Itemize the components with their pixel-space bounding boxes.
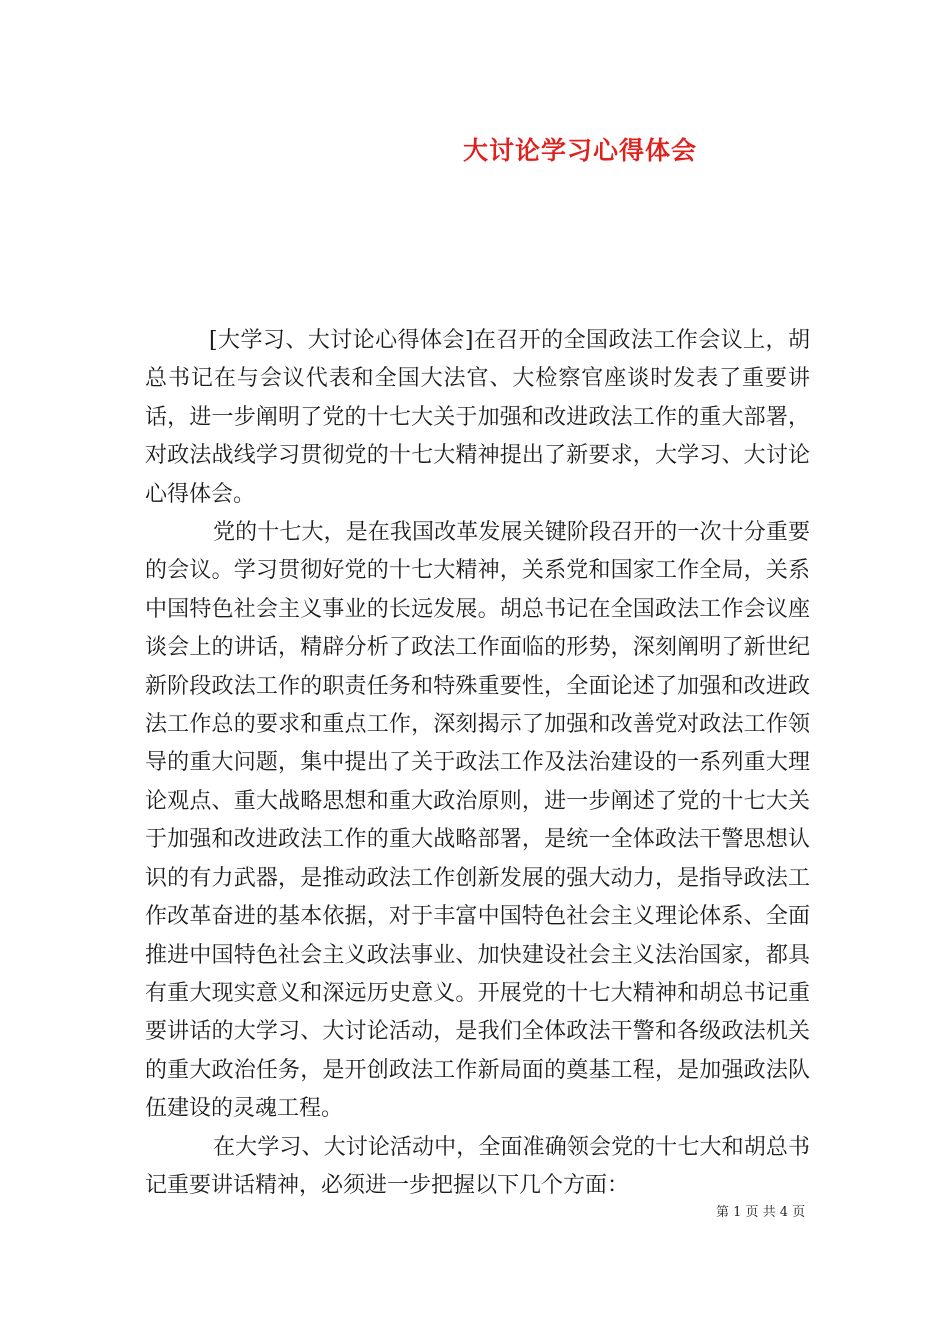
paragraph-3: 在大学习、大讨论活动中，全面准确领会党的十七大和胡总书记重要讲话精神，必须进一步把握以下几个方面： [145,1134,810,1198]
paragraph-1: [大学习、大讨论心得体会]在召开的全国政法工作会议上，胡总书记在与会议代表和全国大法官、大检察官座谈时发表了重要讲话，进一步阐明了党的十七大关于加强和改进政法工作的重大部署，对政法战线学习贯彻党的十七大精神提出了新要求，大学习、大讨论心得体会。 [145,328,810,507]
page-number-footer: 第 1 页 共 4 页 [716,1205,806,1220]
document-title: 大讨论学习心得体会 [462,136,697,165]
paragraph-2: 党的十七大，是在我国改革发展关键阶段召开的一次十分重要的会议。学习贯彻好党的十七大精神，关系党和国家工作全局，关系中国特色社会主义事业的长远发展。胡总书记在全国政法工作会议座谈会上的讲话，精辟分析了政法工作面临的形势，深刻阐明了新世纪新阶段政法工作的职责任务和特殊重要性，全面论述了加强和改进政法工作总的要求和重点工作，深刻揭示了加强和改善党对政法工作领导的重大问题，集中提出了关于政法工作及法治建设的一系列重大理论观点、重大战略思想和重大政治原则，进一步阐述了党的十七大关于加强和改进政法工作的重大战略部署，是统一全体政法干警思想认识的有力武器，是推动政法工作创新发展的强大动力，是指导政法工作改革奋进的基本依据，对于丰富中国特色社会主义理论体系、全面推进中国特色社会主义政法事业、加快建设社会主义法治国家，都具有重大现实意义和深远历史意义。开展党的十七大精神和胡总书记重要讲话的大学习、大讨论活动，是我们全体政法干警和各级政法机关的重大政治任务，是开创政法工作新局面的奠基工程，是加强政法队伍建设的灵魂工程。 [145,520,810,1122]
document-body [145,322,810,1205]
